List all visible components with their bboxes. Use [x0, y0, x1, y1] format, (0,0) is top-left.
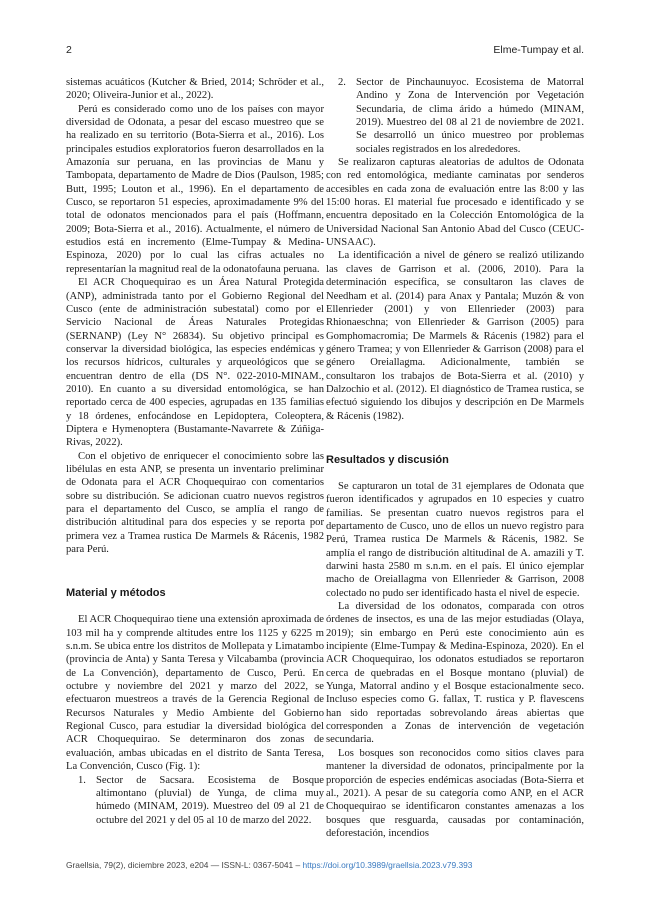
list-item-text: Sector de Pinchaunuyoc. Ecosistema de Matorral Andino y Zona de Intervención por Vegetación Secundaria, de clima árido a húmedo (MINAM, 2019). Muestreo del 08 al 21 de noviembre de 2021. Se desarrolló un único muestreo por problemas sociales registrados en los alrededores.: [356, 77, 584, 155]
paragraph: Con el objetivo de enriquecer el conocimiento sobre las libélulas en esta ANP, se presenta un inventario preliminar de Odonata para el ACR Choquequirao con comentarios sobre su distribución. Se adicionan cuatro nuevos registros para el departamento del Cusco, se amplía el rango de distribución altitudinal para dos especies y se reporta por primera vez a Tramea rustica De Marmels & Rácenis, 1982 para Perú.: [66, 450, 324, 556]
paragraph: Los bosques son reconocidos como sitios claves para mantener la diversidad de odonatos, principalmente por la proporción de especies endémicas asociadas (Bota-Sierra et al., 2021). A pesar de su categoría como ANP, en el ACR Choquequirao se identificaron constantes amenazas a los bosques que resguarda, causadas por contaminación, deforestación, incendios: [326, 747, 584, 839]
zone-list-continued: [326, 76, 584, 156]
running-title: Elme-Tumpay et al.: [493, 44, 584, 56]
list-item-text: Sector de Sacsara. Ecosistema de Bosque altimontano (pluvial) de Yunga, de clima muy húmedo (MINAM, 2019). Muestreo del 09 al 21 de octubre del 2021 y del 05 al 10 de marzo del 2022.: [96, 774, 324, 826]
paragraph: sistemas acuáticos (Kutcher & Bried, 2014; Schröder et al., 2020; Oliveira-Junior et al., 2022).: [66, 77, 324, 102]
paragraph: La identificación a nivel de género se realizó utilizando las claves de Garrison et al. (2006, 2010). Para la determinación específica, se consultaron las claves de Needham et al. (2014) para Anax y Pantala; Muzón & von Ellenrieder (2001) y von Ellenrieder (2003) para Rhionaeschna; von Ellenrieder & Garrison (2005) para Gomphomacromia; De Marmels & Rácenis (1982) para el género Tramea; y von Ellenrieder & Garrison (2008) para el género Oreiallagma. Adicionalmente, también se consultaron los trabajos de Bota-Sierra et al. (2010) y Dalzochio et al. (2012). El diagnóstico de Tramea rustica, se efectuó siguiendo los dibujos y descripción en De Marmels & Rácenis (1982).: [326, 250, 584, 422]
right-column: [326, 76, 584, 840]
zone-list: [66, 774, 324, 827]
paragraph: Se realizaron capturas aleatorias de adultos de Odonata con red entomológica, mediante caminatas por senderos accesibles en cada zona de evaluación entre las 8:00 y las 15:00 horas. El material fue procesado e identificado y se encuentra depositado en la Colección Entomológica de la Universidad Nacional San Antonio Abad del Cusco (CEUC-UNSAAC).: [326, 157, 584, 249]
doi-link[interactable]: https://doi.org/10.3989/graellsia.2023.v79.393: [302, 860, 473, 870]
paragraph: El ACR Choquequirao es un Área Natural Protegida (ANP), administrada tanto por el Gobierno Regional del Cusco (ente de administración subestatal) como por el Servicio Nacional de Áreas Naturales Protegidas (SERNANP) (Ley N° 26834). Su objetivo principal es conservar la diversidad biológica, las especies endémicas y los recursos hídricos, culturales y arqueológicos que se encuentran dentro de ella (DS N°. 022-2010-MINAM., 2010). En cuanto a su diversidad entomológica, se han reportado cerca de 400 especies, agrupadas en 135 familias y 18 órdenes, enfocándose en Lepidoptera, Coleoptera, Diptera e Hymenoptera (Bustamante-Navarrete & Zúñiga-Rivas, 2022).: [66, 277, 324, 449]
list-item: [326, 76, 584, 156]
list-item: [66, 774, 324, 827]
list-number: 2.: [338, 77, 346, 88]
paragraph: El ACR Choquequirao tiene una extensión aproximada de 103 mil ha y comprende altitudes entre los 1125 y 6225 m s.n.m. Se ubica entre los distritos de Mollepata y Limatambo (provincia de Anta) y Santa Teresa y Vilcabamba (provincia de La Convención), departamento de Cusco, Perú. En octubre y noviembre del 2021 y marzo del 2022, se efectuaron muestreos a través de la Gerencia Regional de Recursos Naturales y Medio Ambiente del Gobierno Regional Cusco, para estudiar la diversidad biológica del ACR Choquequirao. Se determinaron dos zonas de evaluación, ambas ubicadas en el distrito de Santa Teresa, La Convención, Cusco (Fig. 1):: [66, 614, 324, 773]
list-number: 1.: [78, 774, 86, 786]
footer-citation: [66, 860, 472, 870]
footer-journal: Graellsia, 79(2), diciembre 2023, e204 — ISSN-L: 0367-5041 –: [66, 860, 303, 870]
page-number: 2: [66, 44, 72, 56]
paragraph: Se capturaron un total de 31 ejemplares de Odonata que fueron identificados y agrupados en 10 especies y cuatro familias. Se presentan cuatro nuevos registros para el departamento de Cusco, uno de ellos un nuevo registro para Perú, Tramea rustica De Marmels & Rácenis, 1982. Se amplía el rango de distribución altitudinal de A. amazili y T. darwini hasta 2580 m s.n.m. en el país. El único ejemplar macho de Oreiallagma von Ellenrieder & Garrison, 2008 colectado no pudo ser identificado hasta el nivel de especie.: [326, 480, 584, 599]
paragraph: La diversidad de los odonatos, comparada con otros órdenes de insectos, es una de las mejor estudiadas (Olaya, 2019); sin embargo en Perú este conocimiento aún es incipiente (Elme-Tumpay & Medina-Espinoza, 2020). En el ACR Choquequirao, los odonatos estudiados se reportaron cerca de quebradas en el Bosque montano (pluvial) de Yunga, Matorral andino y el Bosque estacionalmente seco. Incluso especies como G. fallax, T. rustica y P. flavescens han sido reportadas sobrevolando áreas abiertas que corresponden a Zonas de intervención de vegetación secundaria.: [326, 601, 584, 746]
paragraph: Perú es considerado como uno de los países con mayor diversidad de Odonata, a pesar del escaso muestreo que se ha realizado en su territorio (Bota-Sierra et al., 2016). Los principales estudios exploratorios fueron desarrollados en la Amazonía sur peruana, en las provincias de Manu y Tambopata, departamento de Madre de Dios (Paulson, 1985; Butt, 1995; Louton et al., 1996). En el departamento de Cusco, se reportaron 51 especies, aproximadamente 9% del total de odonatos mencionados para el país (Hoffmann, 2009; Bota-Sierra et al., 2016). Actualmente, el número de estudios está en incremento (Elme-Tumpay & Medina-Espinoza, 2020) por lo cual las cifras actuales no representarían la magnitud real de la odonatofauna peruana.: [66, 103, 324, 275]
left-column: [66, 76, 324, 827]
section-heading-methods: Material y métodos: [66, 587, 166, 600]
section-heading-results: Resultados y discusión: [326, 453, 449, 466]
